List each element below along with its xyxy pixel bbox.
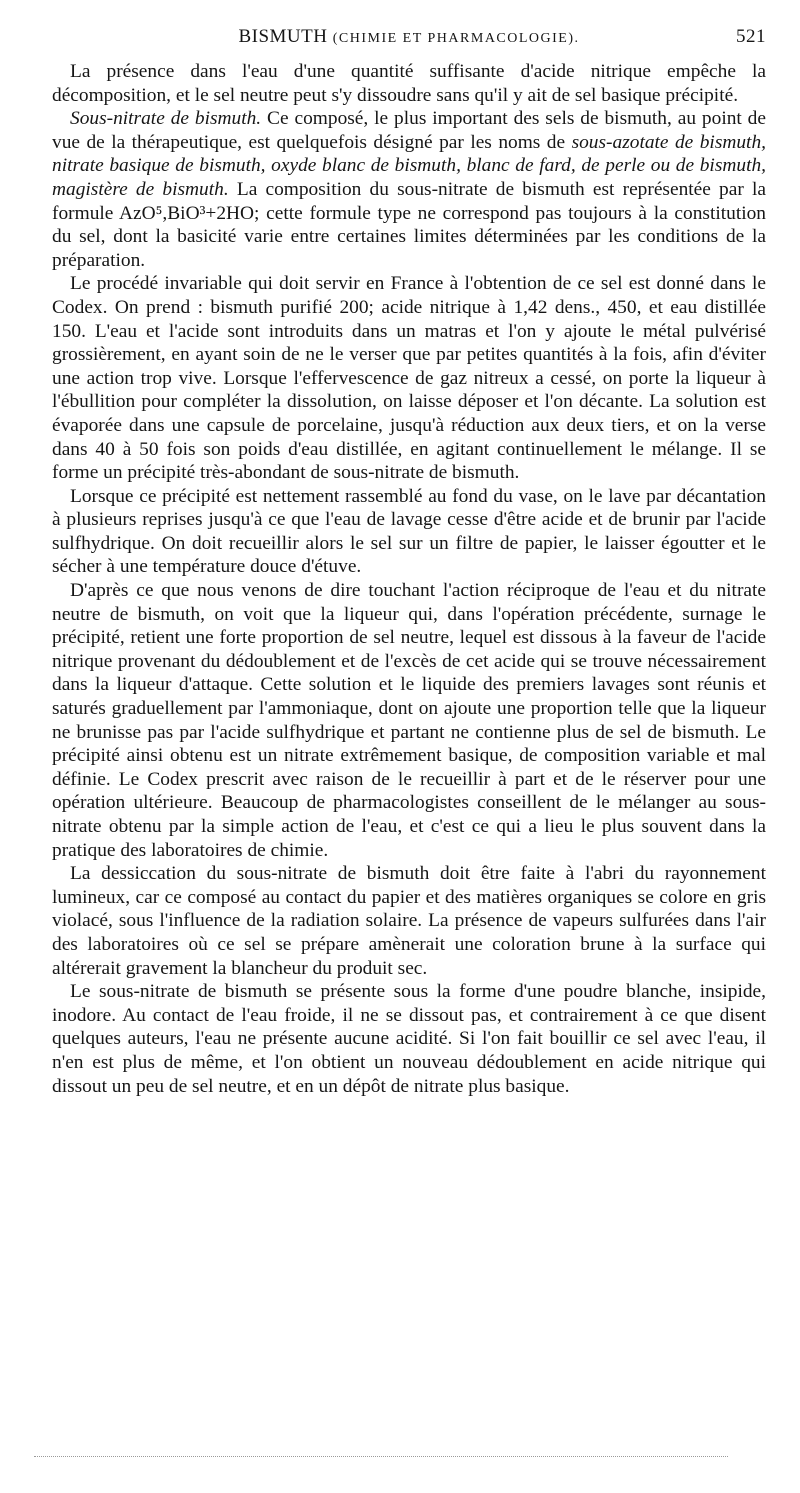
- paragraph-2-part-a: Ce composé, le plus important des sels de bismuth, au point de vue de la thérapeutique, est quelquefois désigné par les noms de: [52, 108, 766, 153]
- paragraph-1: La présence dans l'eau d'une quantité suffisante d'acide nitrique empêche la décomposition, et le sel neutre peut s'y dissoudre sans qu'il y ait de sel basique précipité.: [52, 61, 766, 106]
- page-number: 521: [736, 26, 766, 47]
- running-title: [52, 26, 766, 48]
- paragraph-3: Le procédé invariable qui doit servir en France à l'obtention de ce sel est donné dans le Codex. On prend : bismuth purifié 200; acide nitrique à 1,42 dens., 450, et eau distillée 150. L'eau et l'acide sont introduits dans un matras et l'on y ajoute le métal pulvérisé grossièrement, en ayant soin de ne le verser que par petites quantités à la fois, afin d'éviter une action trop vive. Lorsque l'effervescence de gaz nitreux a cessé, on porte la liqueur à l'ébullition pour compléter la dissolution, on laisse déposer et l'on décante. La solution est évaporée dans une capsule de porcelaine, jusqu'à réduction aux deux tiers, et on la verse dans 40 à 50 fois son poids d'eau distillée, en agitant continuellement le mélange. Il se forme un précipité très-abondant de sous-nitrate de bismuth.: [52, 273, 766, 484]
- running-head: [52, 26, 766, 56]
- paragraph-2: [52, 107, 766, 272]
- synonym-list: sous-azotate de bismuth, nitrate basique de bismuth, oxyde blanc de bismuth, blanc de fard, de perle ou de bismuth, magistère de bismuth.: [52, 131, 766, 200]
- body-text: [52, 60, 766, 1098]
- header-title: BISMUTH: [238, 26, 328, 47]
- header-subtitle: (CHIMIE ET PHARMACOLOGIE).: [332, 31, 580, 46]
- paragraph-7: Le sous-nitrate de bismuth se présente sous la forme d'une poudre blanche, insipide, inodore. Au contact de l'eau froide, il ne se dissout pas, et contrairement à ce que disent quelques auteurs, l'eau ne présente aucune acidité. Si l'on fait bouillir ce sel avec l'eau, il n'en est plus de même, et l'on obtient un nouveau dédoublement en acide nitrique qui dissout un peu de sel neutre, et en un dépôt de nitrate plus basique.: [52, 981, 766, 1097]
- paragraph-5: D'après ce que nous venons de dire touchant l'action réciproque de l'eau et du nitrate neutre de bismuth, on voit que la liqueur qui, dans l'opération précédente, surnage le précipité, retient une forte proportion de sel neutre, lequel est dissous à la faveur de l'acide nitrique provenant du dédoublement et de l'excès de cet acide qui se trouve nécessairement dans la liqueur d'attaque. Cette solution et le liquide des premiers lavages sont réunis et saturés graduellement par l'ammoniaque, dont on ajoute une proportion telle que la liqueur ne brunisse pas par l'acide sulfhydrique et partant ne contienne plus de sel de bismuth. Le précipité ainsi obtenu est un nitrate extrêmement basique, de composition variable et mal définie. Le Codex prescrit avec raison de le recueillir à part et de le réserver pour une opération ultérieure. Beaucoup de pharmacologistes conseillent de le mélanger au sous-nitrate obtenu par la simple action de l'eau, et c'est ce qui a lieu le plus souvent dans la pratique des laboratoires de chimie.: [52, 580, 766, 861]
- paragraph-2-part-b: La composition du sous-nitrate de bismuth est représentée par la formule AzO⁵,BiO³+2HO; cette formule type ne correspond pas toujours à la constitution du sel, dont la basicité varie entre certaines limites déterminées par les conditions de la préparation.: [52, 178, 766, 271]
- paragraph-6: La dessiccation du sous-nitrate de bismuth doit être faite à l'abri du rayonnement lumineux, car ce composé au contact du papier et des matières organiques se colore en gris violacé, sous l'influence de la radiation solaire. La présence de vapeurs sulfurées dans l'air des laboratoires où ce sel se prépare amènerait une coloration brune à la surface qui altérerait gravement la blancheur du produit sec.: [52, 863, 766, 979]
- section-heading: Sous-nitrate de bismuth.: [70, 108, 262, 130]
- footer-rule: [34, 1456, 728, 1457]
- paragraph-4: Lorsque ce précipité est nettement rassemblé au fond du vase, on le lave par décantation à plusieurs reprises jusqu'à ce que l'eau de lavage cesse d'être acide et de brunir par l'acide sulfhydrique. On doit recueillir alors le sel sur un filtre de papier, le laisser égoutter et le sécher à une température douce d'étuve.: [52, 485, 766, 578]
